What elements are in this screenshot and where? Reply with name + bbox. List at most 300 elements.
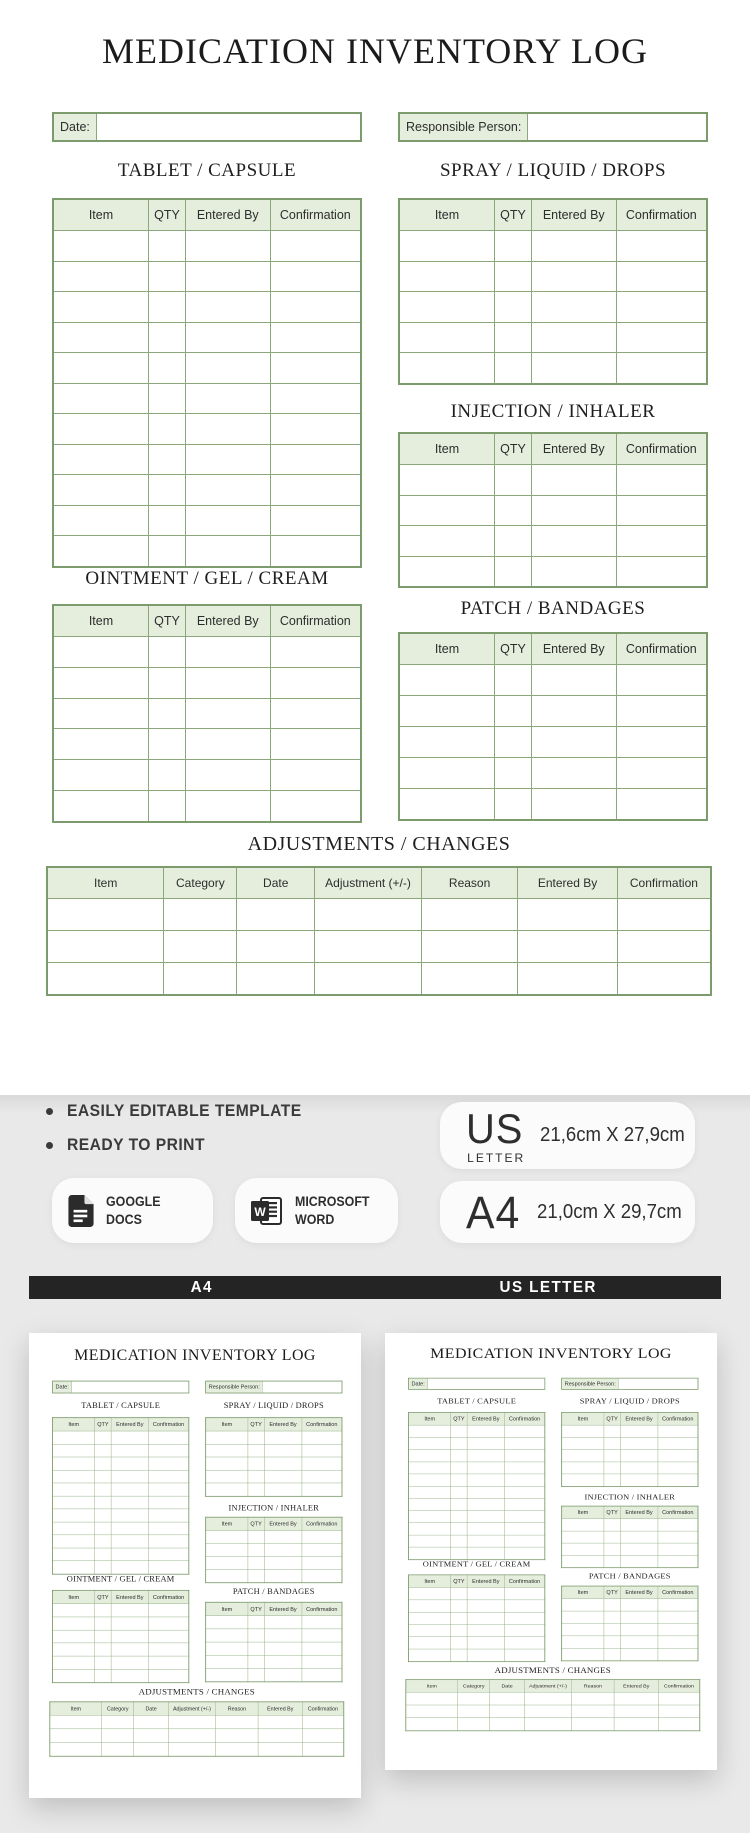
table-cell: [248, 1431, 264, 1444]
date-field: [408, 1378, 545, 1390]
table-cell: [206, 1431, 248, 1444]
table-row: [52, 1509, 188, 1522]
table-cell: [53, 383, 148, 414]
column-header-entered-by: Entered By: [467, 1575, 504, 1588]
table-cell: [616, 758, 707, 789]
table-cell: [52, 1509, 94, 1522]
table-cell: [604, 1648, 620, 1661]
table-row: [562, 1611, 698, 1623]
table-cell: [185, 667, 270, 698]
format-label: GOOGLE DOCS: [106, 1193, 161, 1227]
table-row: [408, 1612, 544, 1624]
column-header-qty: QTY: [148, 199, 185, 231]
table-row: [399, 322, 707, 353]
column-header-confirmation: Confirmation: [616, 433, 707, 465]
table-cell: [562, 1623, 604, 1635]
table-cell: [149, 1548, 189, 1561]
table-cell: [134, 1729, 168, 1743]
column-header-confirmation: Confirmation: [270, 605, 361, 637]
table-cell: [185, 414, 270, 445]
table-header-row: [206, 1517, 342, 1530]
table-cell: [399, 556, 494, 587]
table-cell: [620, 1450, 657, 1462]
table-row: [53, 444, 361, 475]
table-row: [562, 1623, 698, 1635]
table-cell: [451, 1498, 467, 1510]
table-row: [562, 1450, 698, 1462]
table-cell: [52, 1431, 94, 1444]
table-cell: [467, 1587, 504, 1599]
table-cell: [467, 1637, 504, 1649]
template-page: [385, 1333, 717, 1770]
table-row: [53, 414, 361, 445]
table-cell: [270, 760, 361, 791]
table-cell: [620, 1531, 657, 1543]
table-header-row: [408, 1575, 544, 1588]
column-header-confirmation: Confirmation: [658, 1680, 699, 1693]
svg-text:W: W: [254, 1204, 266, 1219]
table-cell: [148, 790, 185, 821]
table-cell: [617, 899, 711, 931]
table-cell: [614, 1705, 658, 1718]
table-cell: [111, 1669, 148, 1682]
table-cell: [52, 1470, 94, 1483]
table-cell: [531, 465, 616, 496]
table-cell: [216, 1742, 259, 1756]
column-header-confirmation: Confirmation: [658, 1506, 698, 1519]
table-cell: [604, 1623, 620, 1635]
table-cell: [505, 1624, 545, 1636]
table-cell: [562, 1648, 604, 1661]
table-cell: [248, 1655, 264, 1668]
table-cell: [572, 1718, 615, 1731]
table-cell: [149, 1535, 189, 1548]
table-cell: [467, 1535, 504, 1547]
table-cell: [111, 1535, 148, 1548]
table-cell: [216, 1729, 259, 1743]
date-input-area: [428, 1379, 544, 1389]
table-cell: [248, 1668, 264, 1681]
table-row: [53, 667, 361, 698]
table-cell: [518, 899, 618, 931]
table-row: [408, 1535, 544, 1547]
table-row: [399, 465, 707, 496]
table-cell: [494, 526, 531, 557]
column-header-item: Item: [399, 433, 494, 465]
table-cell: [53, 536, 148, 567]
table-cell: [505, 1425, 545, 1437]
table-cell: [604, 1462, 620, 1474]
feature-bullet-editable: [46, 1101, 322, 1121]
size-card-a4: [440, 1181, 695, 1243]
table-cell: [102, 1715, 134, 1729]
table-cell: [95, 1535, 111, 1548]
table-cell: [148, 667, 185, 698]
table-row: [50, 1729, 344, 1743]
table-cell: [111, 1522, 148, 1535]
table-cell: [494, 353, 531, 384]
table-cell: [237, 899, 315, 931]
table-cell: [148, 414, 185, 445]
table-cell: [467, 1462, 504, 1474]
table-cell: [53, 231, 148, 262]
responsible-person-label: Responsible Person:: [562, 1379, 619, 1389]
responsible-person-input-area: [619, 1379, 698, 1389]
table-cell: [270, 261, 361, 292]
table-cell: [614, 1692, 658, 1705]
table-cell: [52, 1617, 94, 1630]
table-cell: [111, 1496, 148, 1509]
table-cell: [270, 698, 361, 729]
column-header-item: Item: [52, 1418, 94, 1431]
column-header-item: Item: [206, 1517, 248, 1530]
table-cell: [467, 1498, 504, 1510]
column-header-qty: QTY: [494, 199, 531, 231]
table-cell: [408, 1437, 450, 1449]
format-card-microsoft-word: [235, 1178, 398, 1243]
table-cell: [185, 729, 270, 760]
table-cell: [95, 1604, 111, 1617]
section-title-spray: SPRAY / LIQUID / DROPS: [579, 1396, 680, 1406]
section-title-adjustments: ADJUSTMENTS / CHANGES: [247, 833, 511, 855]
table-cell: [111, 1617, 148, 1630]
responsible-person-input-area: [263, 1381, 342, 1392]
table-cell: [531, 556, 616, 587]
table-cell: [524, 1718, 571, 1731]
table-cell: [248, 1457, 264, 1470]
table-cell: [149, 1431, 189, 1444]
column-header-entered-by: Entered By: [264, 1418, 301, 1431]
table-cell: [315, 931, 422, 963]
table-cell: [658, 1692, 699, 1705]
table-cell: [302, 1642, 342, 1655]
table-cell: [270, 444, 361, 475]
table-cell: [248, 1531, 264, 1544]
section-title-injection: INJECTION / INHALER: [228, 1503, 320, 1513]
table-cell: [148, 353, 185, 384]
table-cell: [451, 1474, 467, 1486]
section-title-spray: SPRAY / LIQUID / DROPS: [439, 160, 667, 181]
page-title: MEDICATION INVENTORY LOG: [74, 1346, 316, 1364]
table-row: [399, 696, 707, 727]
table-row: [406, 1692, 700, 1705]
table-cell: [148, 637, 185, 668]
table-cell: [264, 1544, 301, 1557]
table-row: [562, 1636, 698, 1648]
table-cell: [604, 1611, 620, 1623]
table-cell: [302, 1457, 342, 1470]
table-cell: [270, 637, 361, 668]
table-cell: [50, 1715, 102, 1729]
table-row: [52, 1522, 188, 1535]
table-row: [399, 353, 707, 384]
table-cell: [52, 1457, 94, 1470]
table-cell: [264, 1457, 301, 1470]
column-header-entered-by: Entered By: [620, 1506, 657, 1519]
column-header-adjustment: Adjustment (+/-): [168, 1702, 215, 1715]
table-cell: [616, 465, 707, 496]
table-cell: [467, 1523, 504, 1535]
table-cell: [95, 1630, 111, 1643]
table-row: [206, 1431, 342, 1444]
table-cell: [451, 1523, 467, 1535]
table-cell: [264, 1629, 301, 1642]
table-cell: [658, 1705, 699, 1718]
column-header-entered-by: Entered By: [264, 1517, 301, 1530]
section-title-adjustments: ADJUSTMENTS / CHANGES: [494, 1666, 611, 1675]
table-row: [206, 1531, 342, 1544]
table-row: [206, 1444, 342, 1457]
table-cell: [111, 1643, 148, 1656]
table-cell: [494, 231, 531, 262]
column-header-entered-by: Entered By: [185, 605, 270, 637]
table-cell: [185, 231, 270, 262]
table-cell: [399, 261, 494, 292]
table-cell: [399, 322, 494, 353]
format-label: MICROSOFT WORD: [295, 1193, 370, 1227]
table-cell: [399, 231, 494, 262]
table-cell: [505, 1437, 545, 1449]
table-row: [206, 1457, 342, 1470]
table-cell: [302, 1629, 342, 1642]
table-cell: [149, 1509, 189, 1522]
table-cell: [494, 556, 531, 587]
table-cell: [494, 322, 531, 353]
table-row: [52, 1643, 188, 1656]
section-title-adjustments: ADJUSTMENTS / CHANGES: [138, 1687, 255, 1697]
injection-inhaler-table: [398, 432, 708, 588]
table-cell: [562, 1599, 604, 1611]
responsible-person-field: [561, 1378, 698, 1390]
table-cell: [53, 667, 148, 698]
table-cell: [270, 231, 361, 262]
table-cell: [148, 698, 185, 729]
adjustments-changes-table: [46, 866, 712, 996]
table-cell: [270, 536, 361, 567]
table-cell: [95, 1470, 111, 1483]
table-cell: [467, 1511, 504, 1523]
column-header-qty: QTY: [95, 1590, 111, 1603]
column-header-item: Item: [206, 1602, 248, 1615]
adjustments-changes-table: [49, 1701, 344, 1756]
table-cell: [111, 1470, 148, 1483]
column-header-item: Item: [47, 867, 164, 899]
table-cell: [399, 727, 494, 758]
column-header-item: Item: [52, 1590, 94, 1603]
table-row: [408, 1624, 544, 1636]
column-header-entered-by: Entered By: [531, 633, 616, 665]
column-header-reason: Reason: [572, 1680, 615, 1693]
table-cell: [505, 1486, 545, 1498]
section-title-tablet: TABLET / CAPSULE: [117, 160, 297, 181]
table-cell: [111, 1548, 148, 1561]
table-row: [408, 1462, 544, 1474]
table-header-row: [399, 433, 707, 465]
table-cell: [264, 1655, 301, 1668]
column-header-adjustment: Adjustment (+/-): [315, 867, 422, 899]
table-cell: [302, 1431, 342, 1444]
table-row: [47, 931, 711, 963]
table-row: [50, 1715, 344, 1729]
ointment-gel-cream-table: [408, 1574, 545, 1661]
google-docs-icon: [68, 1195, 94, 1227]
column-header-item: Item: [406, 1680, 458, 1693]
column-header-confirmation: Confirmation: [302, 1602, 342, 1615]
table-cell: [406, 1692, 458, 1705]
table-cell: [531, 495, 616, 526]
table-cell: [658, 1599, 698, 1611]
table-cell: [467, 1486, 504, 1498]
table-row: [408, 1511, 544, 1523]
table-cell: [518, 931, 618, 963]
table-cell: [467, 1425, 504, 1437]
column-header-entered-by: Entered By: [614, 1680, 658, 1693]
column-header-entered-by: Entered By: [620, 1586, 657, 1599]
column-header-entered-by: Entered By: [620, 1413, 657, 1426]
table-cell: [604, 1531, 620, 1543]
table-cell: [168, 1715, 215, 1729]
table-cell: [264, 1431, 301, 1444]
table-cell: [52, 1561, 94, 1574]
table-cell: [95, 1483, 111, 1496]
column-header-qty: QTY: [148, 605, 185, 637]
table-row: [399, 292, 707, 323]
table-row: [53, 322, 361, 353]
column-header-confirmation: Confirmation: [270, 199, 361, 231]
table-cell: [408, 1587, 450, 1599]
column-header-qty: QTY: [248, 1418, 264, 1431]
section-title-ointment: OINTMENT / GEL / CREAM: [422, 1560, 531, 1569]
table-header-row: [399, 199, 707, 231]
table-header-row: [52, 1590, 188, 1603]
table-header-row: [53, 605, 361, 637]
column-header-qty: QTY: [451, 1413, 467, 1426]
table-row: [53, 790, 361, 821]
table-cell: [562, 1437, 604, 1449]
spray-liquid-drops-table: [398, 198, 708, 385]
table-cell: [490, 1718, 524, 1731]
column-header-item: Item: [53, 605, 148, 637]
preview-page-a4: [29, 1333, 361, 1798]
injection-inhaler-table: [205, 1517, 342, 1583]
column-header-date: Date: [237, 867, 315, 899]
column-header-confirmation: Confirmation: [302, 1418, 342, 1431]
column-header-qty: QTY: [248, 1602, 264, 1615]
table-row: [562, 1599, 698, 1611]
table-cell: [206, 1531, 248, 1544]
table-cell: [408, 1547, 450, 1559]
size-card-us-letter: [440, 1102, 695, 1169]
section-title-patch: PATCH / BANDAGES: [588, 1572, 671, 1581]
table-cell: [248, 1444, 264, 1457]
table-cell: [505, 1498, 545, 1510]
date-label: Date:: [409, 1379, 428, 1389]
table-cell: [302, 1557, 342, 1570]
table-cell: [620, 1648, 657, 1661]
table-cell: [47, 931, 164, 963]
table-cell: [248, 1470, 264, 1483]
format-card-google-docs: [52, 1178, 213, 1243]
table-cell: [620, 1474, 657, 1486]
injection-inhaler-table: [561, 1506, 698, 1568]
table-cell: [164, 963, 237, 996]
column-header-reason: Reason: [421, 867, 517, 899]
table-row: [47, 899, 711, 931]
table-cell: [467, 1474, 504, 1486]
preview-a4-content: [29, 1333, 361, 1798]
table-cell: [47, 899, 164, 931]
table-cell: [149, 1483, 189, 1496]
table-cell: [658, 1462, 698, 1474]
table-cell: [53, 322, 148, 353]
table-row: [406, 1718, 700, 1731]
responsible-person-label: Responsible Person:: [206, 1381, 263, 1392]
table-cell: [616, 526, 707, 557]
table-row: [53, 536, 361, 567]
table-row: [206, 1616, 342, 1629]
table-cell: [95, 1643, 111, 1656]
size-code-sub: LETTER: [467, 1150, 526, 1165]
table-row: [408, 1637, 544, 1649]
table-row: [408, 1498, 544, 1510]
table-header-row: [52, 1418, 188, 1431]
table-cell: [408, 1535, 450, 1547]
table-cell: [505, 1612, 545, 1624]
date-field: [52, 112, 362, 142]
section-title-injection: INJECTION / INHALER: [450, 401, 656, 422]
table-cell: [408, 1498, 450, 1510]
table-cell: [248, 1629, 264, 1642]
table-cell: [458, 1705, 490, 1718]
table-cell: [408, 1637, 450, 1649]
table-cell: [620, 1543, 657, 1555]
table-header-row: [50, 1702, 344, 1715]
table-row: [562, 1437, 698, 1449]
table-cell: [531, 727, 616, 758]
table-cell: [399, 696, 494, 727]
table-cell: [248, 1616, 264, 1629]
table-cell: [494, 727, 531, 758]
column-header-item: Item: [399, 199, 494, 231]
feature-bullet-print: [46, 1135, 217, 1155]
table-cell: [494, 758, 531, 789]
table-cell: [149, 1656, 189, 1669]
section-title-tablet: TABLET / CAPSULE: [437, 1396, 517, 1406]
table-cell: [52, 1444, 94, 1457]
table-cell: [604, 1555, 620, 1567]
table-cell: [620, 1636, 657, 1648]
table-cell: [408, 1486, 450, 1498]
table-cell: [102, 1729, 134, 1743]
table-cell: [52, 1483, 94, 1496]
table-cell: [206, 1470, 248, 1483]
table-cell: [270, 292, 361, 323]
promo-section: [0, 1095, 750, 1833]
column-header-entered-by: Entered By: [531, 199, 616, 231]
column-header-item: Item: [562, 1413, 604, 1426]
table-cell: [408, 1624, 450, 1636]
table-row: [408, 1649, 544, 1662]
table-row: [562, 1543, 698, 1555]
column-header-entered-by: Entered By: [111, 1590, 148, 1603]
table-row: [52, 1561, 188, 1574]
table-row: [562, 1648, 698, 1661]
table-cell: [490, 1705, 524, 1718]
table-cell: [302, 1616, 342, 1629]
column-header-qty: QTY: [95, 1418, 111, 1431]
table-cell: [399, 292, 494, 323]
table-cell: [562, 1543, 604, 1555]
